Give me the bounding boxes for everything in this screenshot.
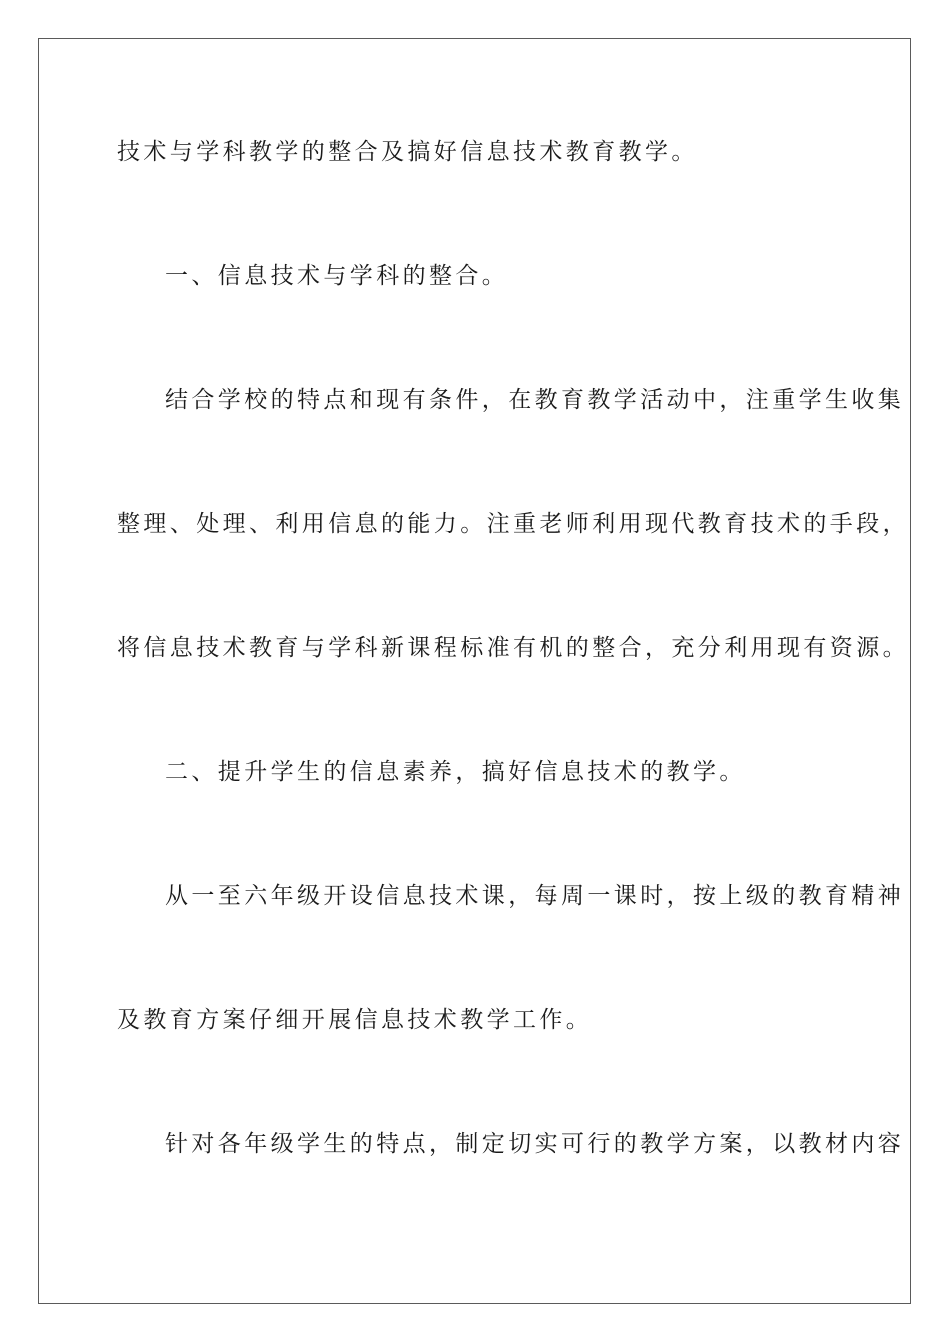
paragraph-line-9: 针对各年级学生的特点，制定切实可行的教学方案，以教材内容 [165,1131,905,1157]
section-heading-1: 一、信息技术与学科的整合。 [165,263,509,289]
paragraph-line-4: 整理、处理、利用信息的能力。注重老师利用现代教育技术的手段， [117,511,909,537]
paragraph-line-5: 将信息技术教育与学科新课程标准有机的整合，充分利用现有资源。 [117,635,909,661]
paragraph-line-7: 从一至六年级开设信息技术课，每周一课时，按上级的教育精神 [165,883,905,909]
paragraph-line-3: 结合学校的特点和现有条件，在教育教学活动中，注重学生收集 [165,387,905,413]
page-border [38,38,911,1304]
paragraph-line-1: 技术与学科教学的整合及搞好信息技术教育教学。 [117,139,698,165]
paragraph-line-8: 及教育方案仔细开展信息技术教学工作。 [117,1007,593,1033]
section-heading-2: 二、提升学生的信息素养，搞好信息技术的教学。 [165,759,746,785]
